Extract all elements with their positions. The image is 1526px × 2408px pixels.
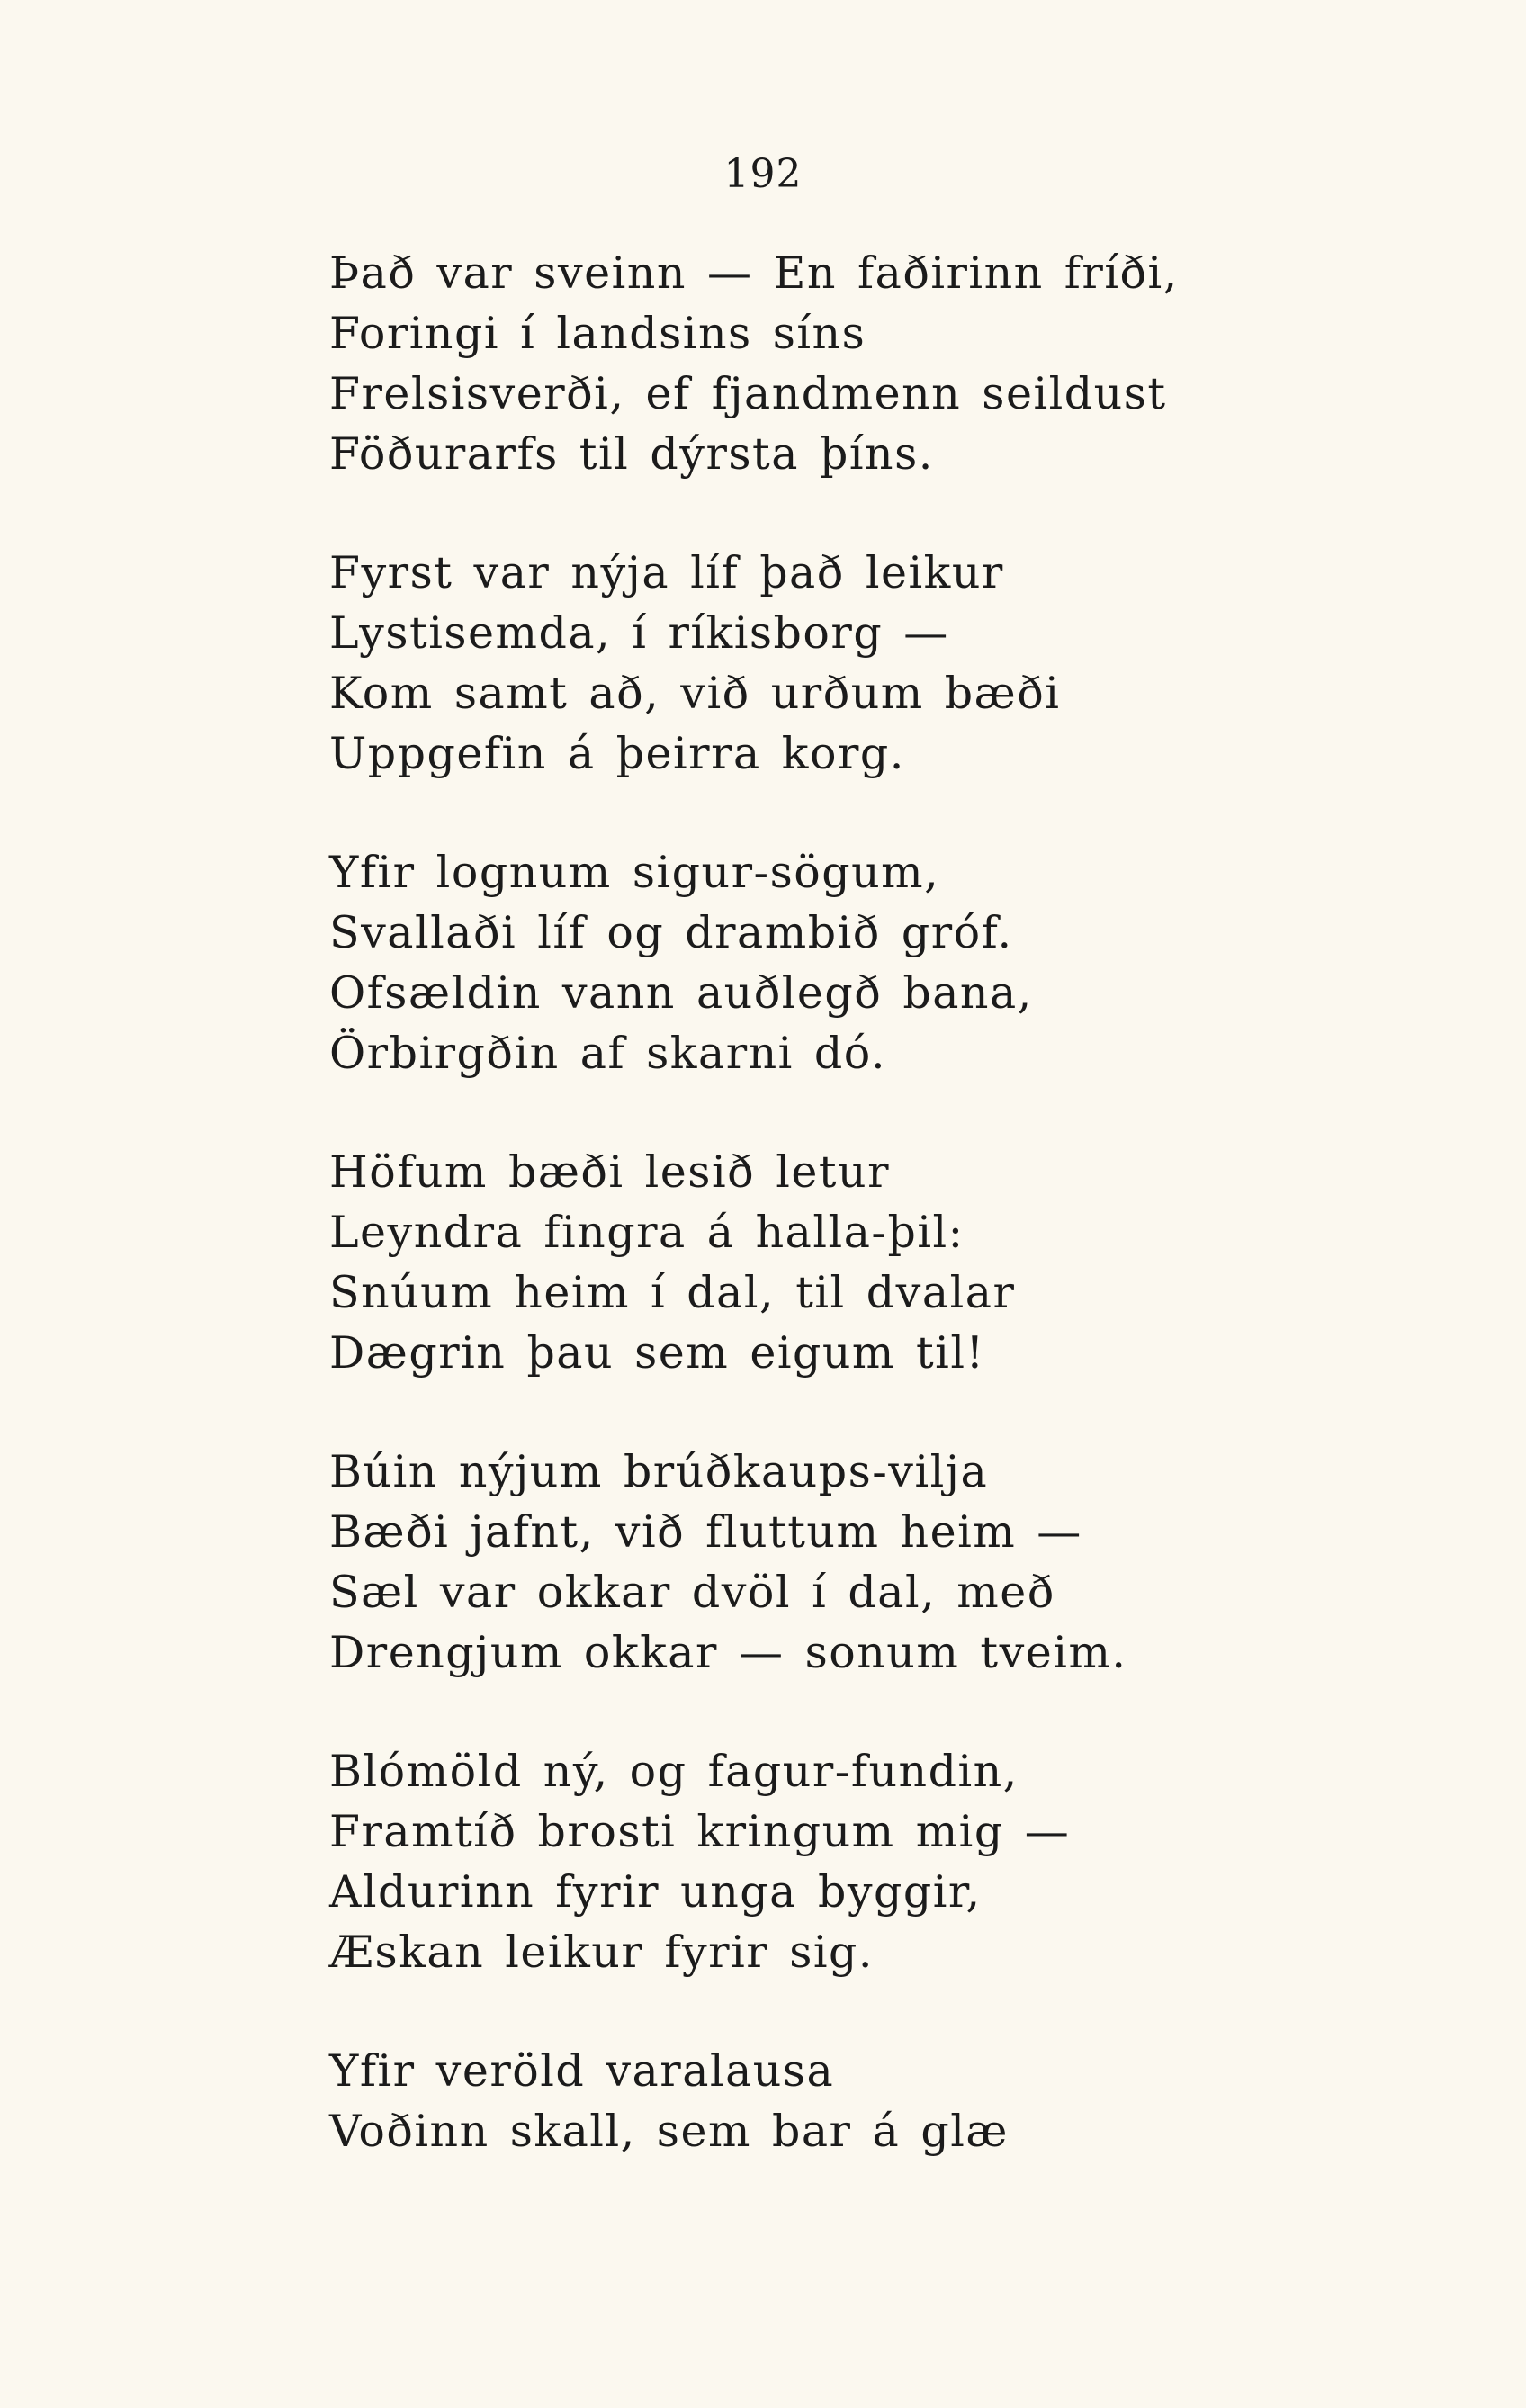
- poem-line: Frelsisverði, ef fjandmenn seildust: [329, 368, 1167, 419]
- stanza: [329, 842, 1319, 1083]
- poem-line: Það var sveinn — En faðirinn fríði,: [329, 247, 1179, 299]
- poem-line: Drengjum okkar — sonum tveim.: [329, 1627, 1127, 1678]
- stanza: [329, 2041, 1319, 2161]
- stanza: [329, 1741, 1319, 1982]
- poem-line: Höfum bæði lesið letur: [329, 1146, 891, 1198]
- poem-line: Ofsældin vann auðlegð bana,: [329, 967, 1033, 1019]
- poem-line: Blómöld ný, og fagur-fundin,: [329, 1746, 1019, 1797]
- poem-line: Voðinn skall, sem bar á glæ: [329, 2106, 1009, 2157]
- poem-line: Aldurinn fyrir unga byggir,: [329, 1866, 982, 1918]
- poem-line: Örbirgðin af skarni dó.: [329, 1028, 887, 1079]
- stanza: [329, 1142, 1319, 1383]
- poem-line: Framtíð brosti kringum mig —: [329, 1806, 1071, 1857]
- poem-line: Dægrin þau sem eigum til!: [329, 1327, 985, 1379]
- poem-line: Föðurarfs til dýrsta þíns.: [329, 428, 934, 480]
- poem-line: Búin nýjum brúðkaups-vilja: [329, 1446, 989, 1497]
- poem: [329, 243, 1319, 2220]
- stanza: [329, 543, 1319, 784]
- poem-line: Svallaði líf og drambið gróf.: [329, 907, 1013, 958]
- poem-line: Uppgefin á þeirra korg.: [329, 728, 905, 779]
- poem-line: Fyrst var nýja líf það leikur: [329, 547, 1004, 598]
- poem-line: Yfir veröld varalausa: [329, 2045, 835, 2097]
- page-number: 192: [723, 151, 803, 197]
- poem-line: Æskan leikur fyrir sig.: [329, 1927, 874, 1978]
- poem-line: Snúum heim í dal, til dvalar: [329, 1267, 1016, 1318]
- stanza: [329, 1442, 1319, 1683]
- poem-line: Sæl var okkar dvöl í dal, með: [329, 1567, 1055, 1618]
- poem-line: Bæði jafnt, við fluttum heim —: [329, 1506, 1082, 1558]
- stanza: [329, 243, 1319, 484]
- poem-line: Foringi í landsins síns: [329, 308, 866, 359]
- poem-line: Lystisemda, í ríkisborg —: [329, 607, 949, 659]
- poem-line: Kom samt að, við urðum bæði: [329, 668, 1061, 719]
- poem-line: Leyndra fingra á halla-þil:: [329, 1207, 965, 1258]
- poem-line: Yfir lognum sigur-sögum,: [329, 847, 940, 898]
